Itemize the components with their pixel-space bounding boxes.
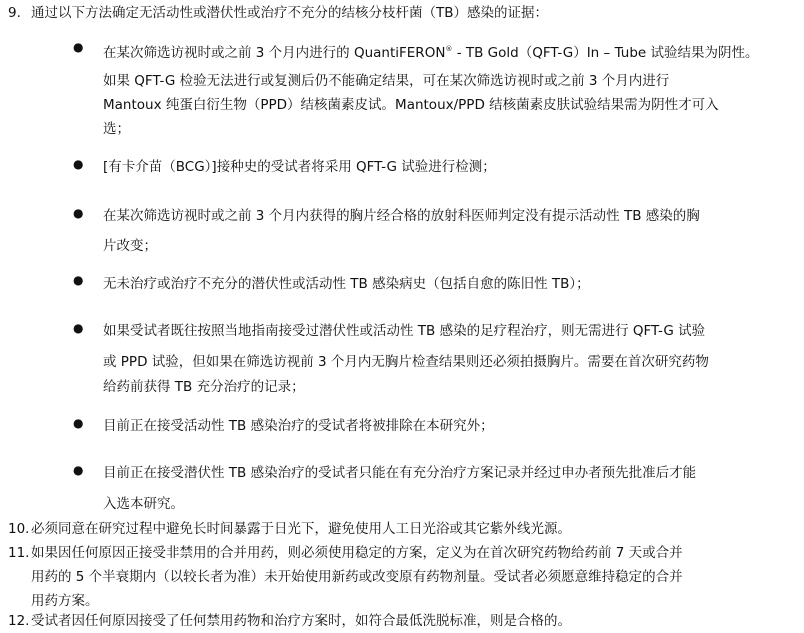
bullet-icon: ●	[73, 321, 84, 335]
bullet-icon: ●	[73, 206, 84, 220]
bullet-1-sub-line-2: Mantoux 纯蛋白衍生物（PPD）结核菌素皮试。Mantoux/PPD 结核菌素皮肤试验结果需为阴性才可入	[103, 97, 719, 113]
bullet-6-text: 目前正在接受活动性 TB 感染治疗的受试者将被排除在本研究外；	[103, 418, 494, 434]
item-11-line-1: 如果因任何原因正接受非禁用的合并用药，则必须使用稳定的方案，定义为在首次研究药物给药前 7 天或合并	[31, 545, 683, 561]
bullet-3-line-2: 片改变；	[103, 238, 157, 254]
registered-mark: ®	[445, 45, 453, 53]
bullet-icon: ●	[73, 463, 84, 477]
bullet-4-text: 无未治疗或治疗不充分的潜伏性或活动性 TB 感染病史（包括自愈的陈旧性 TB）；	[103, 276, 590, 292]
bullet-icon: ●	[73, 273, 84, 287]
bullet-icon: ●	[73, 416, 84, 430]
item-10-text: 必须同意在研究过程中避免长时间暴露于日光下，避免使用人工日光浴或其它紫外线光源。	[31, 521, 571, 537]
bullet-icon: ●	[73, 157, 84, 171]
bullet-1-before-sup: 在某次筛选访视时或之前 3 个月内进行的 QuantiFERON	[103, 45, 446, 61]
bullet-1-sub-line-1: 如果 QFT-G 检验无法进行或复测后仍不能确定结果，可在某次筛选访视时或之前 3 个月内进行	[103, 73, 670, 89]
bullet-1-sub-line-3: 选；	[103, 121, 130, 137]
bullet-1-text	[103, 39, 759, 63]
item-12-number: 12.	[8, 613, 30, 629]
item-12-text: 受试者因任何原因接受了任何禁用药物和治疗方案时，如符合最低洗脱标准，则是合格的。	[31, 613, 571, 629]
item-11-line-2: 用药的 5 个半衰期内（以较长者为准）未开始使用新药或改变原有药物剂量。受试者必须愿意维持稳定的合并	[31, 569, 683, 585]
bullet-3-line-1: 在某次筛选访视时或之前 3 个月内获得的胸片经合格的放射科医师判定没有提示活动性 TB 感染的胸	[103, 208, 700, 224]
bullet-5-line-1: 如果受试者既往按照当地指南接受过潜伏性或活动性 TB 感染的足疗程治疗，则无需进行 QFT-G 试验	[103, 323, 706, 339]
item-11-number: 11.	[8, 545, 30, 561]
bullet-1-after-sup: - TB Gold（QFT-G）In – Tube 试验结果为阴性。	[452, 45, 759, 61]
item-11-line-3: 用药方案。	[31, 593, 99, 609]
item-9-number: 9.	[8, 5, 21, 21]
bullet-icon: ●	[73, 40, 84, 54]
bullet-5-line-2: 或 PPD 试验，但如果在筛选访视前 3 个月内无胸片检查结果则还必须拍摄胸片。需要在首次研究药物	[103, 354, 709, 370]
item-9-text: 通过以下方法确定无活动性或潜伏性或治疗不充分的结核分枝杆菌（TB）感染的证据：	[31, 5, 549, 21]
bullet-7-line-2: 入选本研究。	[103, 496, 184, 512]
bullet-5-line-3: 给药前获得 TB 充分治疗的记录；	[103, 379, 305, 395]
bullet-7-line-1: 目前正在接受潜伏性 TB 感染治疗的受试者只能在有充分治疗方案记录并经过申办者预先批准后才能	[103, 465, 697, 481]
item-10-number: 10.	[8, 521, 30, 537]
bullet-2-text: [有卡介苗（BCG）]接种史的受试者将采用 QFT-G 试验进行检测；	[103, 159, 496, 175]
